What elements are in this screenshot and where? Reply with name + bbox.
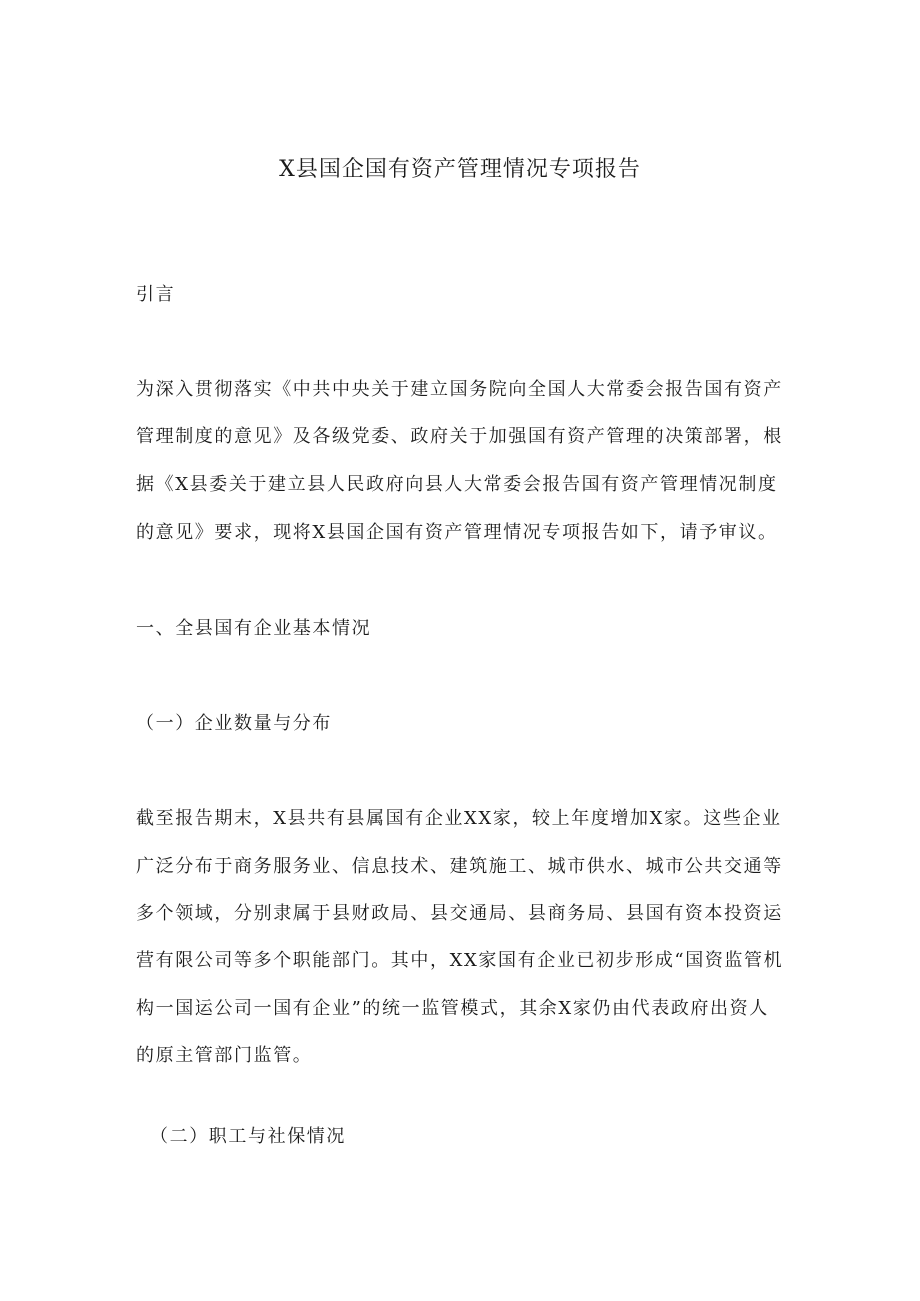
intro-paragraph-line: 的意见》要求，现将X县国企国有资产管理情况专项报告如下，请予审议。	[136, 522, 778, 543]
intro-heading: 引言	[136, 284, 176, 305]
intro-paragraph-line: 管理制度的意见》及各级党委、政府关于加强国有资产管理的决策部署，根	[136, 426, 783, 447]
body-paragraph-line: 多个领域，分别隶属于县财政局、县交通局、县商务局、县国有资本投资运	[136, 903, 783, 924]
body-paragraph-line: 的原主管部门监管。	[136, 1045, 313, 1066]
subsection-heading: （一）企业数量与分布	[136, 713, 332, 734]
document-title: X县国企国有资产管理情况专项报告	[279, 157, 641, 182]
body-paragraph-line: 营有限公司等多个职能部门。其中，XX家国有企业已初步形成“国资监管机	[136, 950, 784, 971]
section-heading: 一、全县国有企业基本情况	[136, 618, 372, 639]
body-paragraph-line: 截至报告期末，X县共有县属国有企业XX家，较上年度增加X家。这些企业	[136, 808, 782, 829]
body-paragraph-line: 构一国运公司一国有企业”的统一监管模式，其余X家仍由代表政府出资人	[136, 998, 769, 1019]
subsection-heading: （二）职工与社保情况	[150, 1126, 346, 1147]
intro-paragraph-line: 据《X县委关于建立县人民政府向县人大常委会报告国有资产管理情况制度	[136, 474, 778, 495]
body-paragraph-line: 广泛分布于商务服务业、信息技术、建筑施工、城市供水、城市公共交通等	[136, 856, 783, 877]
intro-paragraph-line: 为深入贯彻落实《中共中央关于建立国务院向全国人大常委会报告国有资产	[136, 379, 783, 400]
